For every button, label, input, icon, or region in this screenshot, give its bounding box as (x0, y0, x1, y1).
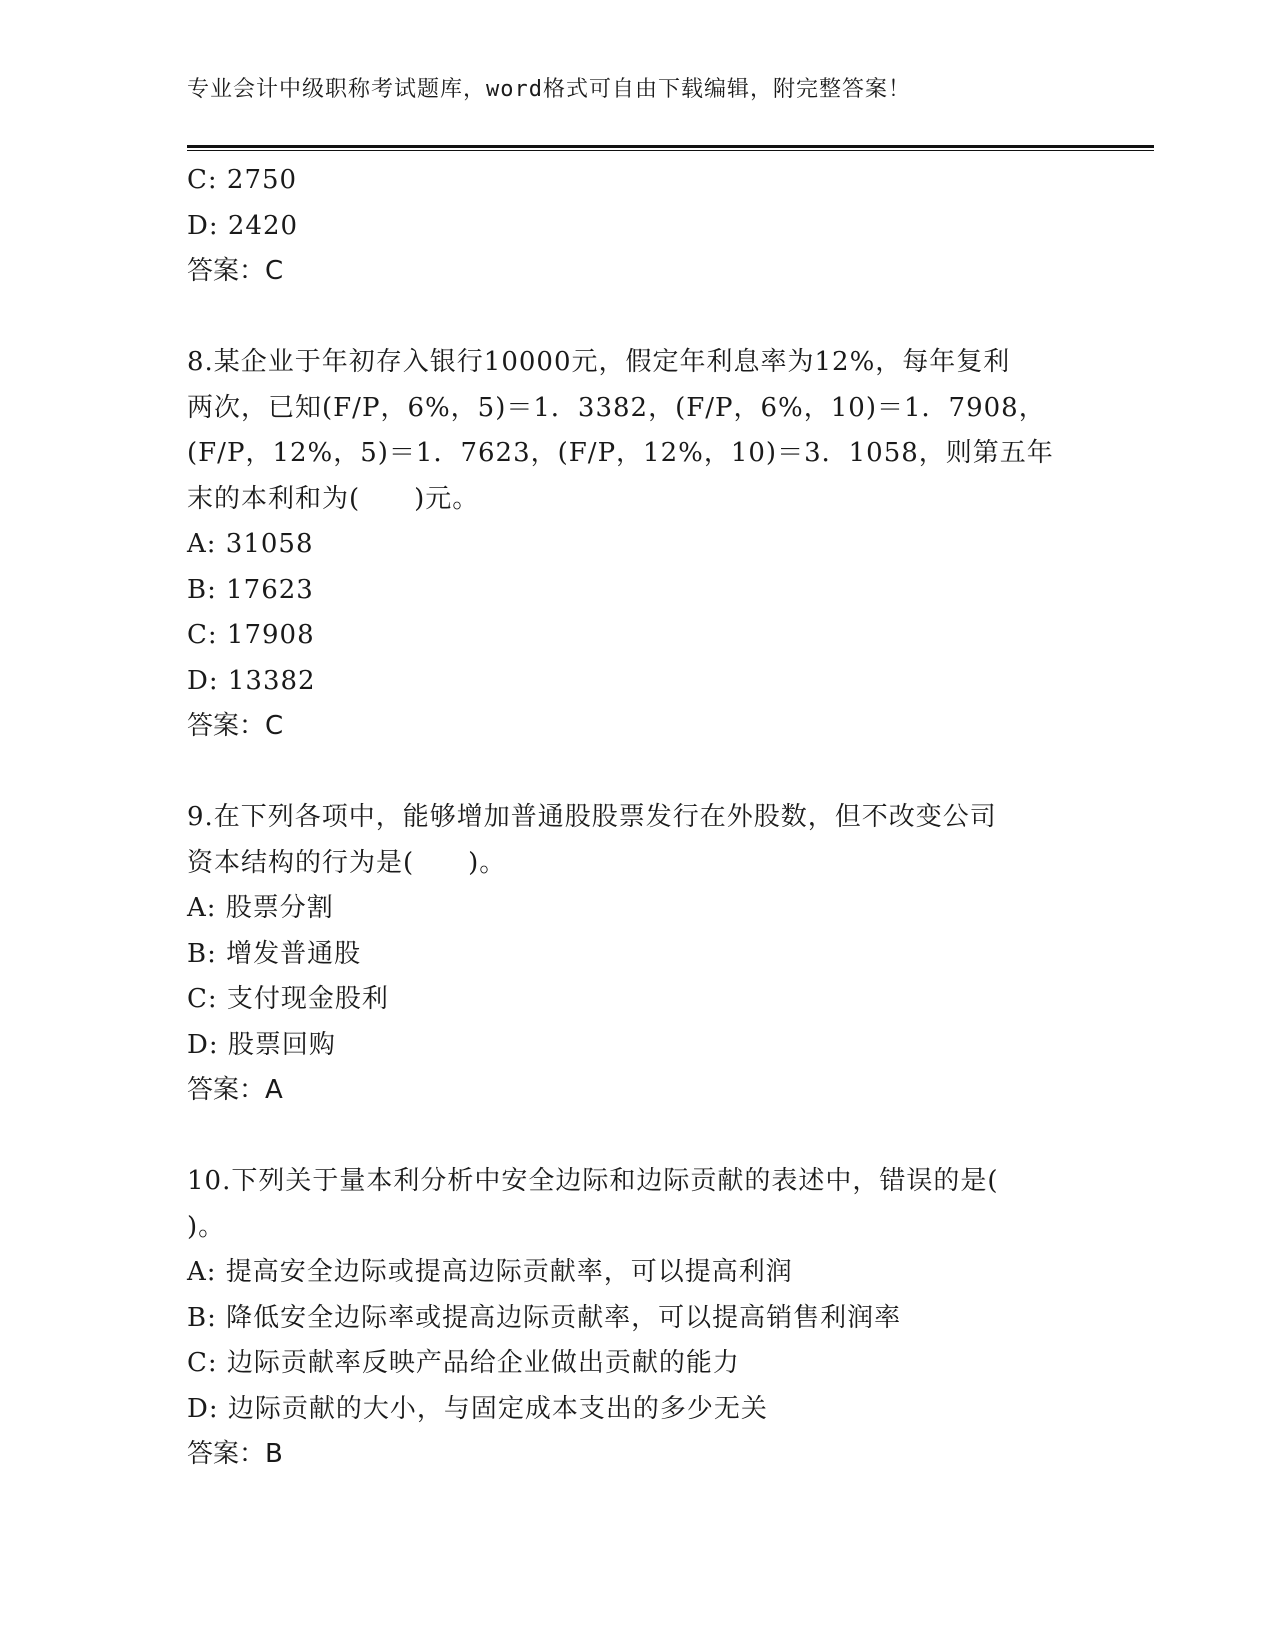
option-d: D: 2420 (187, 210, 299, 241)
question-8-stem-line: 8.某企业于年初存入银行10000元，假定年利息率为12%，每年复利 (187, 347, 1011, 377)
question-10-stem-line: )。 (187, 1211, 226, 1242)
page-header: 专业会计中级职称考试题库，word格式可自由下载编辑，附完整答案！ (187, 77, 911, 102)
question-10-option-b: B: 降低安全边际率或提高边际贡献率，可以提高销售利润率 (187, 1302, 902, 1333)
question-10-answer: 答案：B (187, 1439, 283, 1469)
question-8-stem-line: 两次，已知(F/P，6%，5)＝1．3382，(F/P，6%，10)＝1．7908， (187, 392, 1046, 423)
question-8-answer: 答案：C (187, 711, 284, 741)
question-8-stem-line: (F/P，12%，5)＝1．7623，(F/P，12%，10)＝3．1058，则第五年 (187, 438, 1054, 468)
question-9-option-a: A: 股票分割 (187, 893, 334, 923)
question-8-option-d: D: 13382 (187, 665, 316, 696)
answer-line: 答案：C (187, 256, 284, 286)
question-9-option-c: C: 支付现金股利 (187, 984, 389, 1014)
question-8-option-b: B: 17623 (187, 574, 314, 605)
question-8-option-a: A: 31058 (187, 529, 314, 559)
question-10-option-d: D: 边际贡献的大小，与固定成本支出的多少无关 (187, 1393, 768, 1424)
option-c: C: 2750 (187, 165, 298, 195)
spacer (187, 295, 1087, 341)
document-body (187, 158, 1087, 1478)
spacer (187, 750, 1087, 796)
question-9-answer: 答案：A (187, 1075, 283, 1105)
spacer (187, 1114, 1087, 1160)
header-divider-thin (187, 150, 1154, 151)
question-8-stem-line: 末的本利和为( )元。 (187, 483, 480, 514)
question-9-option-b: B: 增发普通股 (187, 938, 362, 969)
question-8-option-c: C: 17908 (187, 620, 315, 650)
question-9-stem-line: 9.在下列各项中，能够增加普通股股票发行在外股数，但不改变公司 (187, 802, 997, 832)
question-10-option-a: A: 提高安全边际或提高边际贡献率，可以提高利润 (187, 1257, 793, 1287)
header-divider-thick (187, 145, 1154, 148)
question-10-stem-line: 10.下列关于量本利分析中安全边际和边际贡献的表述中，错误的是( (187, 1166, 999, 1196)
question-10-option-c: C: 边际贡献率反映产品给企业做出贡献的能力 (187, 1348, 740, 1378)
question-9-stem-line: 资本结构的行为是( )。 (187, 847, 507, 878)
question-9-option-d: D: 股票回购 (187, 1029, 336, 1060)
